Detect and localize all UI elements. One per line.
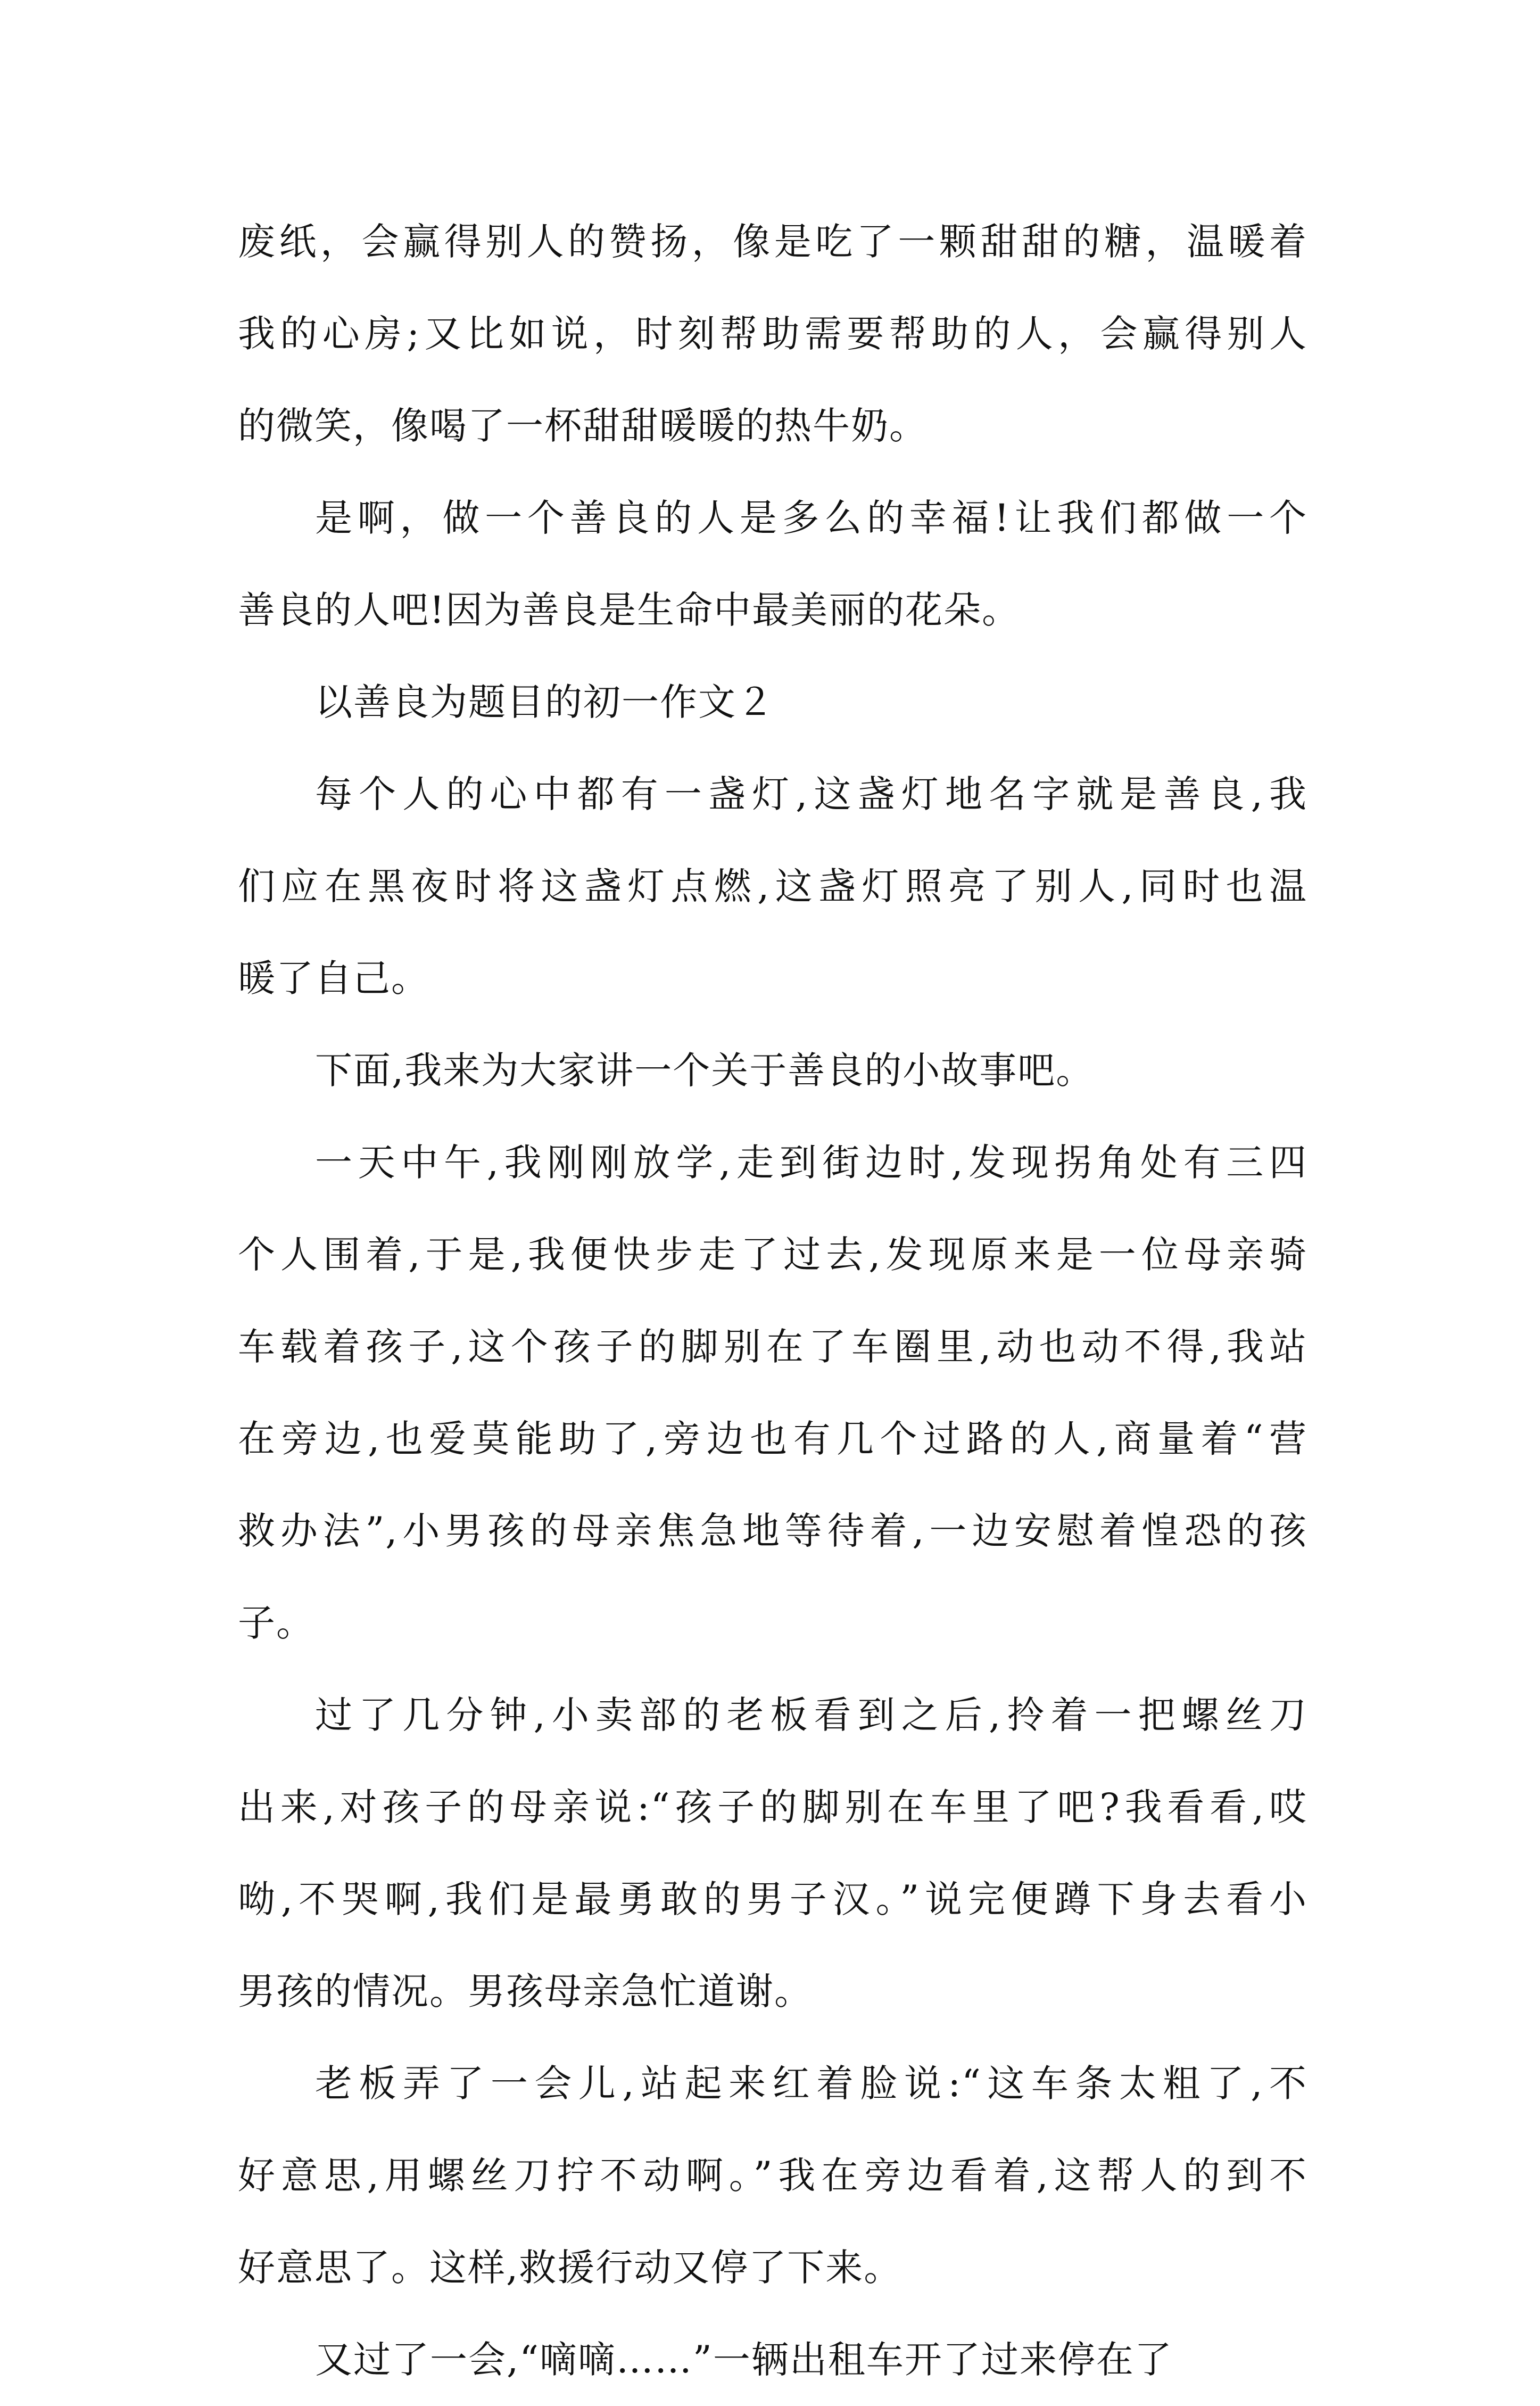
text-line: 个人围着,于是,我便快步走了过去,发现原来是一位母亲骑 bbox=[238, 1233, 1307, 1276]
paragraph-2 bbox=[238, 472, 1307, 656]
text-line: 救办法”,小男孩的母亲焦急地等待着,一边安慰着惶恐的孩 bbox=[238, 1509, 1307, 1553]
paragraph-8 bbox=[238, 2314, 1307, 2406]
paragraph-7 bbox=[238, 2038, 1307, 2314]
text-line: 废纸，会赢得别人的赞扬，像是吃了一颗甜甜的糖，温暖着 bbox=[238, 220, 1307, 263]
text-line: 好意思了。这样,救援行动又停了下来。 bbox=[238, 2246, 903, 2289]
text-line: 的微笑，像喝了一杯甜甜暖暖的热牛奶。 bbox=[238, 404, 928, 448]
text-line: 在旁边,也爱莫能助了,旁边也有几个过路的人,商量着“营 bbox=[238, 1417, 1307, 1461]
text-line: 善良的人吧!因为善良是生命中最美丽的花朵。 bbox=[238, 588, 1021, 632]
text-line: 我的心房;又比如说，时刻帮助需要帮助的人，会赢得别人 bbox=[238, 312, 1307, 356]
text-line: 暖了自己。 bbox=[238, 957, 429, 1000]
essay-body bbox=[238, 196, 1307, 2406]
text-line: 一天中午,我刚刚放学,走到街边时,发现拐角处有三四 bbox=[315, 1141, 1307, 1184]
text-line: 好意思,用螺丝刀拧不动啊。”我在旁边看着,这帮人的到不 bbox=[238, 2154, 1307, 2197]
text-line: 过了几分钟,小卖部的老板看到之后,拎着一把螺丝刀 bbox=[315, 1693, 1307, 1737]
paragraph-3 bbox=[238, 748, 1307, 1025]
text-line: 呦,不哭啊,我们是最勇敢的男子汉。”说完便蹲下身去看小 bbox=[238, 1877, 1307, 1921]
text-line: 又过了一会,“嘀嘀……”一辆出租车开了过来停在了 bbox=[315, 2338, 1173, 2382]
section-heading bbox=[238, 656, 1307, 748]
paragraph-6 bbox=[238, 1669, 1307, 2038]
text-line: 老板弄了一会儿,站起来红着脸说:“这车条太粗了,不 bbox=[315, 2062, 1307, 2105]
text-line: 车载着孩子,这个孩子的脚别在了车圈里,动也动不得,我站 bbox=[238, 1325, 1307, 1369]
paragraph-5 bbox=[238, 1117, 1307, 1669]
text-line: 子。 bbox=[238, 1601, 314, 1645]
essay-title: 以善良为题目的初一作文２ bbox=[315, 680, 775, 724]
text-line: 是啊，做一个善良的人是多么的幸福!让我们都做一个 bbox=[315, 496, 1307, 540]
paragraph-1 bbox=[238, 196, 1307, 472]
text-line: 出来,对孩子的母亲说:“孩子的脚别在车里了吧?我看看,哎 bbox=[238, 1785, 1307, 1829]
paragraph-4 bbox=[238, 1025, 1307, 1117]
text-line: 们应在黑夜时将这盏灯点燃,这盏灯照亮了别人,同时也温 bbox=[238, 864, 1307, 908]
text-line: 每个人的心中都有一盏灯,这盏灯地名字就是善良,我 bbox=[315, 772, 1307, 816]
text-line: 男孩的情况。男孩母亲急忙道谢。 bbox=[238, 1970, 813, 2013]
text-line: 下面,我来为大家讲一个关于善良的小故事吧。 bbox=[315, 1049, 1095, 1092]
